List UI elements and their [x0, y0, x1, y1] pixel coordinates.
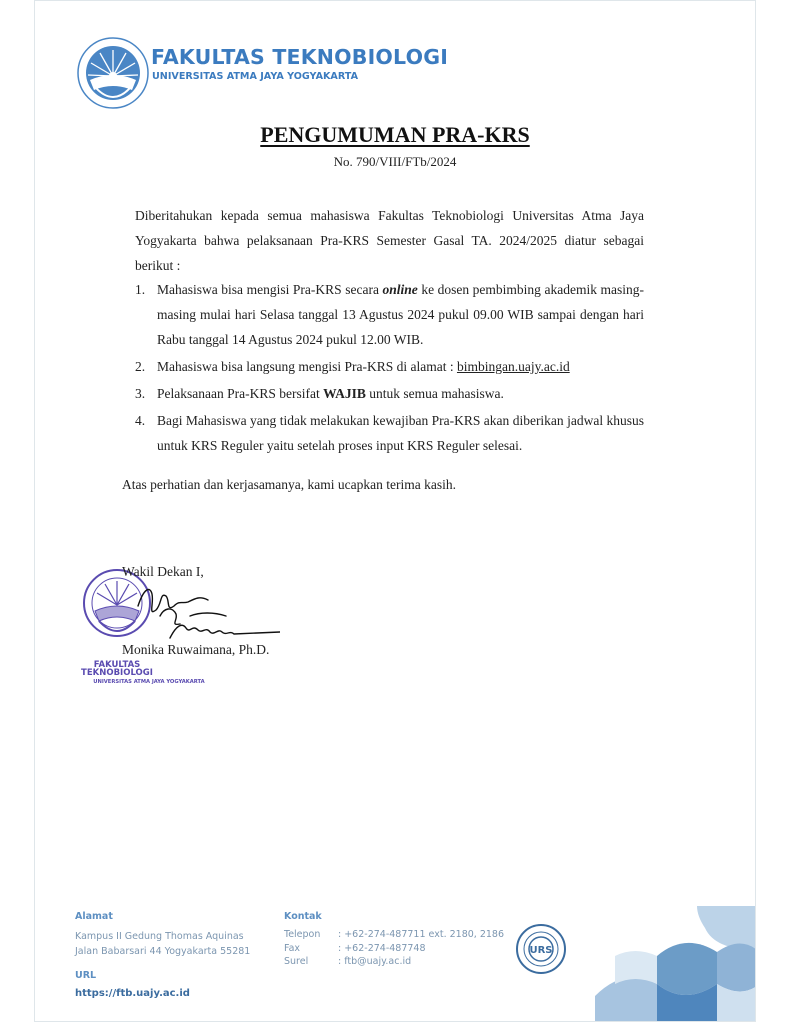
decorative-shapes-icon [555, 906, 756, 1022]
list-item: 1. Mahasiswa bisa mengisi Pra-KRS secara online ke dosen pembimbing akademik masing-masing mulai hari Selasa tanggal 13 Agustus 2024 pukul 09.00 WIB sampai dengan hari Rabu tanggal 14 Agustus 2024 pukul 12.00 WIB. [135, 282, 645, 347]
letter-page [34, 0, 756, 1022]
address-line2: Jalan Babarsari 44 Yogyakarta 55281 [75, 946, 251, 957]
emphasis-wajib: WAJIB [323, 386, 366, 401]
handwritten-signature [130, 576, 280, 651]
url-label: URL [75, 970, 97, 981]
university-name: UNIVERSITAS ATMA JAYA YOGYAKARTA [152, 71, 359, 82]
list-item: 2. Mahasiswa bisa langsung mengisi Pra-KRS di alamat : bimbingan.uajy.ac.id [135, 359, 570, 374]
bimbingan-link[interactable]: bimbingan.uajy.ac.id [456, 359, 570, 374]
stamp-line2: TEKNOBIOLOGI [81, 668, 153, 678]
announcement-list [135, 277, 644, 458]
document-number: No. 790/VIII/FTb/2024 [333, 154, 457, 169]
contact-row: Surel : ftb@uajy.ac.id [284, 956, 412, 967]
contact-table [284, 928, 504, 969]
faculty-name: FAKULTAS TEKNOBIOLOGI [151, 45, 449, 69]
intro-paragraph: Diberitahukan kepada semua mahasiswa Fakultas Teknobiologi Universitas Atma Jaya Yogyakarta bahwa pelaksanaan Pra-KRS Semester Gasal TA. 2024/2025 diatur sebagai berikut : [135, 208, 644, 273]
footer-url-link[interactable]: https://ftb.uajy.ac.id [75, 988, 190, 999]
contact-row: Telepon : +62-274-487711 ext. 2180, 2186 [284, 929, 504, 940]
closing-text: Atas perhatian dan kerjasamanya, kami ucapkan terima kasih. [122, 477, 456, 492]
page-title: PENGUMUMAN PRA-KRS [260, 122, 530, 147]
stamp-line3: UNIVERSITAS ATMA JAYA YOGYAKARTA [93, 679, 205, 685]
contact-label: Kontak [284, 911, 322, 922]
contact-row: Fax : +62-274-487748 [284, 942, 426, 954]
university-logo-icon [76, 36, 150, 110]
urs-badge-text: URS [529, 945, 553, 956]
address-line1: Kampus II Gedung Thomas Aquinas [75, 931, 244, 942]
list-item: 3. Pelaksanaan Pra-KRS bersifat WAJIB untuk semua mahasiswa. [135, 386, 504, 401]
signatory-title: Wakil Dekan I, [122, 564, 204, 579]
emphasis-online: online [382, 282, 418, 297]
list-item: 4. Bagi Mahasiswa yang tidak melakukan kewajiban Pra-KRS akan diberikan jadwal khusus untuk KRS Reguler yaitu setelah proses input KRS Reguler selesai. [135, 413, 644, 453]
address-label: Alamat [75, 911, 113, 922]
signatory-name: Monika Ruwaimana, Ph.D. [122, 642, 270, 657]
stamp-line1: FAKULTAS [93, 660, 141, 670]
